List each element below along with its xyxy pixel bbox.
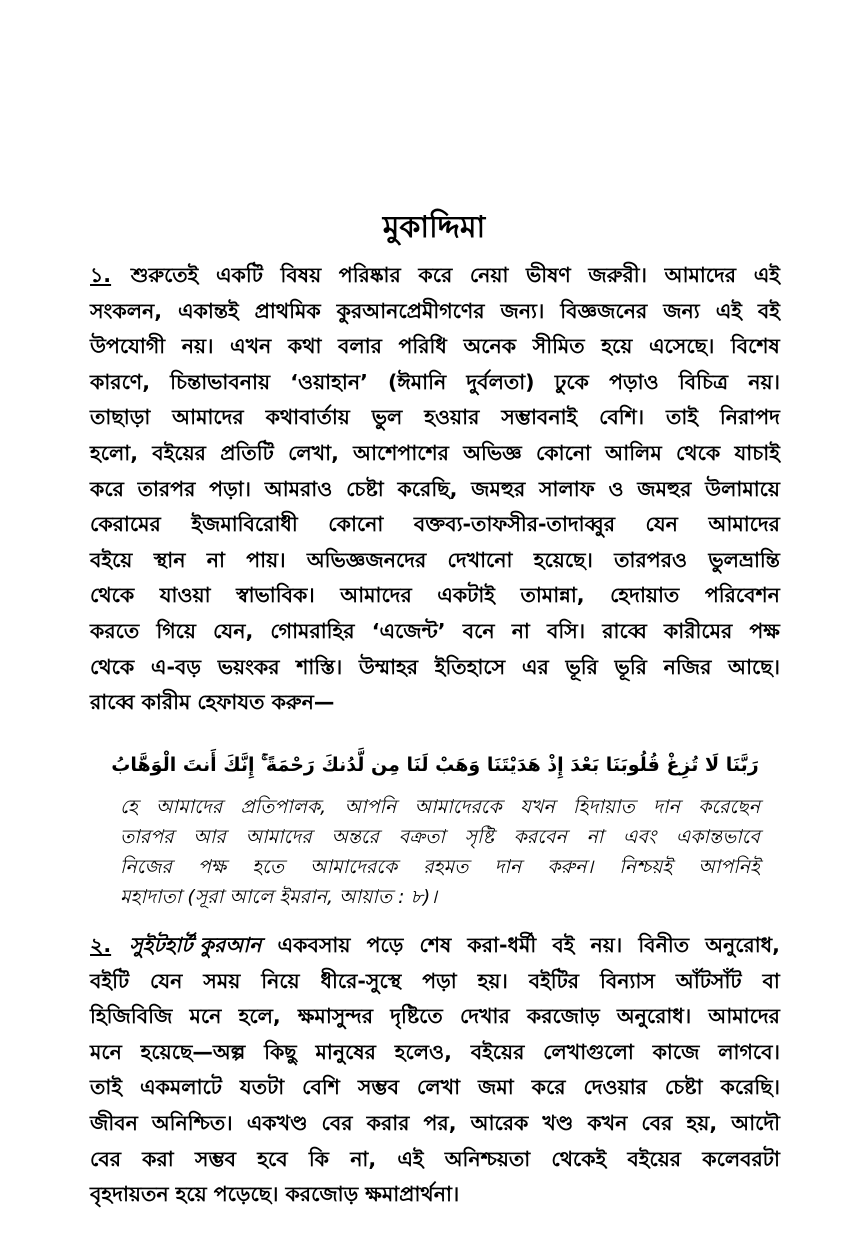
word: কোনো [328, 512, 384, 537]
word: তাই [666, 405, 698, 430]
word: পরিষ্কার [338, 263, 401, 287]
word: যেন, [213, 618, 254, 643]
word: দুর্বলতা) [466, 369, 535, 394]
word: এই [397, 1146, 424, 1171]
word: কলেবরটা [702, 1146, 780, 1171]
word: গিয়ে [156, 618, 196, 643]
word: হয়, [686, 1110, 718, 1135]
word: সম্ভব [357, 1075, 400, 1100]
word: বক্তব্য-তাফসীর-তাদাব্বুর [413, 512, 615, 537]
word: ইমরান, [279, 886, 333, 908]
word: উলামায়ে [705, 476, 780, 501]
word: করেছি। [720, 1075, 780, 1100]
word: রাব্বে [602, 618, 647, 643]
word: ক্ষমাসুন্দর [297, 1004, 374, 1029]
word: তারপর [137, 476, 196, 501]
text-line [90, 1070, 780, 1106]
word: হবে [257, 1146, 288, 1171]
word: করে [418, 263, 453, 287]
word: (ঈমানি [388, 369, 447, 394]
word: মানুষের [315, 1039, 376, 1064]
word: যতটা [239, 1075, 285, 1100]
word: স্বাভাবিক। [236, 583, 315, 608]
word: অনিশ্চিত। [151, 1110, 233, 1135]
word: স্থান [153, 547, 186, 572]
word: বইটি [90, 968, 130, 993]
word: লেখাগুলো [543, 1039, 634, 1064]
word: ‘ওয়াহান’ [290, 369, 368, 394]
word: করে [531, 1075, 566, 1100]
word: এই [753, 263, 780, 287]
word: উপযোগী [90, 334, 166, 359]
word: নজির [663, 654, 712, 679]
word: বইয়ে [90, 547, 133, 572]
word: ৮)। [410, 886, 438, 908]
word: আমাদেরকে [414, 796, 502, 818]
word: আঁটসাঁট [675, 968, 742, 993]
word: আরেক [470, 1110, 529, 1135]
word: আদৌ [731, 1110, 780, 1135]
text-line [90, 999, 780, 1035]
section-number: ১. [90, 263, 112, 287]
word: কারীম [141, 690, 191, 715]
text-line [90, 258, 780, 294]
word: দেখার [459, 1004, 510, 1029]
word: শেষ [419, 933, 452, 957]
word: হলো, [90, 440, 139, 465]
word: নিজের [120, 856, 172, 878]
word: করুন। [547, 856, 594, 878]
word: হিজিবিজি [90, 1004, 173, 1029]
word: কেরামের [90, 512, 161, 537]
word: আমাদের [245, 826, 312, 848]
text-line [90, 1177, 780, 1213]
word: বিজ্ঞজনের [560, 298, 648, 323]
word: নয়। [748, 369, 780, 394]
word: পড়েছে। [213, 1182, 279, 1207]
word: আর [193, 826, 226, 848]
word: ভুলভ্রান্তি [708, 547, 780, 572]
word: মহাদাতা [120, 886, 182, 908]
text-line [90, 964, 780, 1000]
word: বইয়ের [627, 1146, 682, 1171]
word: প্রতিটি [220, 440, 274, 465]
word: অনুরোধ। [616, 1004, 692, 1029]
word: আমাদের [155, 796, 223, 818]
word: চিন্তাভাবনায় [170, 369, 271, 394]
word: পরিবেশন [704, 583, 780, 608]
section-2-paragraph [90, 928, 780, 1213]
word: জমহুর [471, 476, 526, 501]
word: অনিশ্চয়তা [444, 1146, 531, 1171]
word: আমাদের [172, 405, 244, 430]
word: এবং [622, 826, 657, 848]
word: লাগবে। [718, 1039, 780, 1064]
text-line [90, 614, 780, 650]
word: হয়ে [175, 1182, 207, 1207]
text-line [90, 928, 780, 964]
word: এর [521, 654, 549, 679]
text-line [90, 507, 780, 543]
text-line [90, 365, 780, 401]
word: অন্তরে [331, 826, 380, 848]
word: বিশেষ [730, 334, 780, 359]
word: যেন [150, 968, 183, 993]
text-line [90, 543, 780, 579]
word: একখণ্ড [246, 1110, 308, 1135]
word: তাছাড়া [90, 405, 151, 430]
word: গোমরাহির [270, 618, 355, 643]
word: পড়ে [366, 933, 404, 957]
word: থেকে [90, 583, 135, 608]
word: পড়া [422, 968, 457, 993]
word: বিনীত [638, 933, 690, 957]
word: আমাদের [664, 263, 737, 287]
word: থেকে [675, 440, 721, 465]
word: হয়ে [601, 334, 633, 359]
word: না [206, 547, 225, 572]
translation-line [120, 882, 760, 912]
word: : [398, 886, 405, 908]
word: হতে [252, 856, 285, 878]
word: বই [552, 933, 575, 957]
word: সময় [203, 968, 241, 993]
word: পড়াও [609, 369, 659, 394]
word: বলার [338, 334, 382, 359]
word: আমাদের [708, 1004, 780, 1029]
word: দেখানো [447, 547, 513, 572]
word: শাস্তি। [296, 654, 343, 679]
word: পড়া। [209, 476, 251, 501]
text-line [90, 329, 780, 365]
text-line [90, 400, 780, 436]
word: সীমিত [532, 334, 585, 359]
word: তারপর [120, 826, 174, 848]
word: পক্ষ [197, 856, 227, 878]
word: বিন্যাস [599, 968, 655, 993]
word: ভূরি [614, 654, 647, 679]
text-line [90, 685, 780, 721]
word: আলিম [605, 440, 662, 465]
word: আমাদেরকে [310, 856, 398, 878]
word: মনে [90, 1039, 122, 1064]
text-line [90, 472, 780, 508]
word: না [511, 618, 530, 643]
word: কথা [287, 334, 322, 359]
word: একটাই [437, 583, 495, 608]
word: (সূরা [187, 886, 224, 908]
word: উম্মাহর [358, 654, 419, 679]
word: ভীষণ [525, 263, 571, 287]
word: আমরাও [264, 476, 333, 501]
arabic-verse: رَبَّنَا لَا تُزِغْ قُلُوبَنَا بَعْدَ إِذْ هَدَيْتَنَا وَهَبْ لَنَا مِن لَّدُنكَ رَحْمَةً ۚ إِنَّكَ أَنتَ الْوَهَّابُ [111, 754, 759, 776]
word: করেছি, [397, 476, 458, 501]
section-1-paragraph [90, 258, 780, 721]
word: দেওয়ার [583, 1075, 647, 1100]
word: আপনি [344, 796, 397, 818]
section-number: ২. [90, 933, 112, 957]
word: একবসায় [277, 933, 351, 957]
word: একমলাটে [139, 1075, 222, 1100]
word: করুন— [271, 690, 335, 715]
word: যেন [645, 512, 678, 537]
word: বক্রতা [398, 826, 445, 848]
word: বইটির [528, 968, 580, 993]
text-line [90, 436, 780, 472]
text-line [90, 1106, 780, 1142]
word: বের [321, 1110, 353, 1135]
word: ‘এজেন্ট’ [371, 618, 446, 643]
translation-line [120, 852, 760, 882]
page-title: মুকাদ্দিমা [382, 210, 486, 245]
word: হয়। [477, 968, 508, 993]
word: করজোড় [285, 1182, 359, 1207]
word: এখন [230, 334, 272, 359]
word: পর, [423, 1110, 457, 1135]
word: না [586, 826, 604, 848]
word: পক্ষ [749, 618, 780, 643]
word: করেছেন [698, 796, 760, 818]
word: করবেন [513, 826, 567, 848]
word: যাচাই [734, 440, 780, 465]
word: এ-বড় [150, 654, 202, 679]
word: আয়াত [339, 886, 393, 908]
word: বের [641, 1110, 673, 1135]
word: থেকেই [551, 1146, 607, 1171]
word: একান্তভাবে [675, 826, 760, 848]
word: পায়। [246, 547, 286, 572]
word: আপনিই [698, 856, 760, 878]
word: সংকলন, [90, 298, 163, 323]
word: প্রাথমিক [254, 298, 321, 323]
word: হে [120, 796, 138, 818]
word: চেষ্টা [346, 476, 384, 501]
word: ও [608, 476, 624, 501]
word: অভিজ্ঞ [463, 440, 522, 465]
word: নয়। [181, 334, 214, 359]
word: করজোড় [526, 1004, 600, 1029]
word: বেশি। [599, 405, 645, 430]
text-line [90, 1142, 780, 1178]
word: হেদায়াত [610, 583, 680, 608]
word: হলে, [238, 1004, 281, 1029]
word: থেকে [90, 654, 135, 679]
word: বৃহদায়তন [90, 1182, 169, 1207]
word: অভিজ্ঞজনদের [306, 547, 427, 572]
word: বিষয় [280, 263, 322, 287]
word: হলেও, [394, 1039, 452, 1064]
word: ইজমাবিরোধী [191, 512, 298, 537]
word: আছে। [728, 654, 780, 679]
word: একান্তই [177, 298, 239, 323]
word: অনেক [463, 334, 517, 359]
word: কারীমের [663, 618, 733, 643]
word: হওয়ার [424, 405, 480, 430]
word: কাজে [652, 1039, 700, 1064]
word: চেষ্টা [664, 1075, 703, 1100]
text-line [90, 1035, 780, 1071]
word: জরুরী। [588, 263, 647, 287]
word: পরিধি [398, 334, 447, 359]
word: মনে [189, 1004, 222, 1029]
word: দৃষ্টিতে [390, 1004, 443, 1029]
translation-line [120, 792, 760, 822]
word: বনে [462, 618, 495, 643]
word: হয়েছে—অল্প [140, 1039, 246, 1064]
text-line [90, 650, 780, 686]
word: করার [366, 1110, 410, 1135]
word: রহমত [423, 856, 469, 878]
word: আমাদের [340, 583, 412, 608]
book-title: সুইটহার্ট কুরআন [129, 933, 262, 957]
word: কিছু [264, 1039, 297, 1064]
word: তারপরও [614, 547, 688, 572]
word: কোনো [535, 440, 592, 465]
word: বসি। [546, 618, 586, 643]
word: নিশ্চয়ই [619, 856, 673, 878]
word: অনুরোধ, [705, 933, 780, 957]
word: ভূরি [565, 654, 598, 679]
translation-line [120, 822, 760, 852]
word: নিয়ে [261, 968, 300, 993]
word: সম্ভব [194, 1146, 237, 1171]
word: করতে [90, 618, 140, 643]
word: আশেপাশের [353, 440, 449, 465]
word: একটি [215, 263, 263, 287]
word: বিচিত্র [678, 369, 729, 394]
word: লেখা, [288, 440, 339, 465]
word: জীবন [90, 1110, 138, 1135]
word: ভয়ংকর [217, 654, 280, 679]
word: জন্য [663, 298, 700, 323]
word: জন্য। [500, 298, 545, 323]
word: করে [90, 476, 124, 501]
word: যাওয়া [159, 583, 211, 608]
word: বেশি [302, 1075, 340, 1100]
word: জমা [477, 1075, 514, 1100]
word: ইতিহাসে [434, 654, 506, 679]
word: বা [762, 968, 780, 993]
word: হিদায়াত [572, 796, 635, 818]
word: হয়েছে। [533, 547, 593, 572]
word: নয়। [590, 933, 623, 957]
word: নিরাপদ [719, 405, 780, 430]
text-line [90, 578, 780, 614]
word: প্রতিপালক, [240, 796, 327, 818]
word: বই [757, 298, 780, 323]
word: তামান্না, [520, 583, 585, 608]
word: লেখা [417, 1075, 461, 1100]
word: আমাদের [708, 512, 780, 537]
word: কি [308, 1146, 330, 1171]
word: এসেছে। [648, 334, 715, 359]
text-line [90, 294, 780, 330]
word: নেয়া [469, 263, 509, 287]
word: সালাফ [539, 476, 595, 501]
word: ভুল [371, 405, 403, 430]
word: ঢুকে [554, 369, 589, 394]
word: সম্ভাবনাই [501, 405, 578, 430]
word: আলে [229, 886, 274, 908]
word: খণ্ড [542, 1110, 574, 1135]
verse-translation [120, 792, 760, 912]
word: করা [142, 1146, 174, 1171]
word: এই [715, 298, 742, 323]
word: রাব্বে [90, 690, 135, 715]
word: ধীরে-সুস্থে [320, 968, 402, 993]
word: সৃষ্টি [464, 826, 494, 848]
word: বের [90, 1146, 122, 1171]
word: বইয়ের [152, 440, 206, 465]
word: না, [350, 1146, 377, 1171]
word: কথাবার্তায় [265, 405, 350, 430]
word: করা-ধর্মী [467, 933, 537, 957]
word: কারণে, [90, 369, 150, 394]
word: যখন [519, 796, 555, 818]
word: ক্ষমাপ্রার্থনা। [365, 1182, 460, 1207]
word: দান [494, 856, 522, 878]
word: হেফাযত [197, 690, 265, 715]
word: কখন [587, 1110, 628, 1135]
word: জমহুর [637, 476, 692, 501]
word: শুরুতেই [130, 263, 199, 287]
word: কুরআনপ্রেমীগণের [336, 298, 485, 323]
word: তাই [90, 1075, 122, 1100]
word: বইয়ের [470, 1039, 525, 1064]
word: দান [653, 796, 680, 818]
